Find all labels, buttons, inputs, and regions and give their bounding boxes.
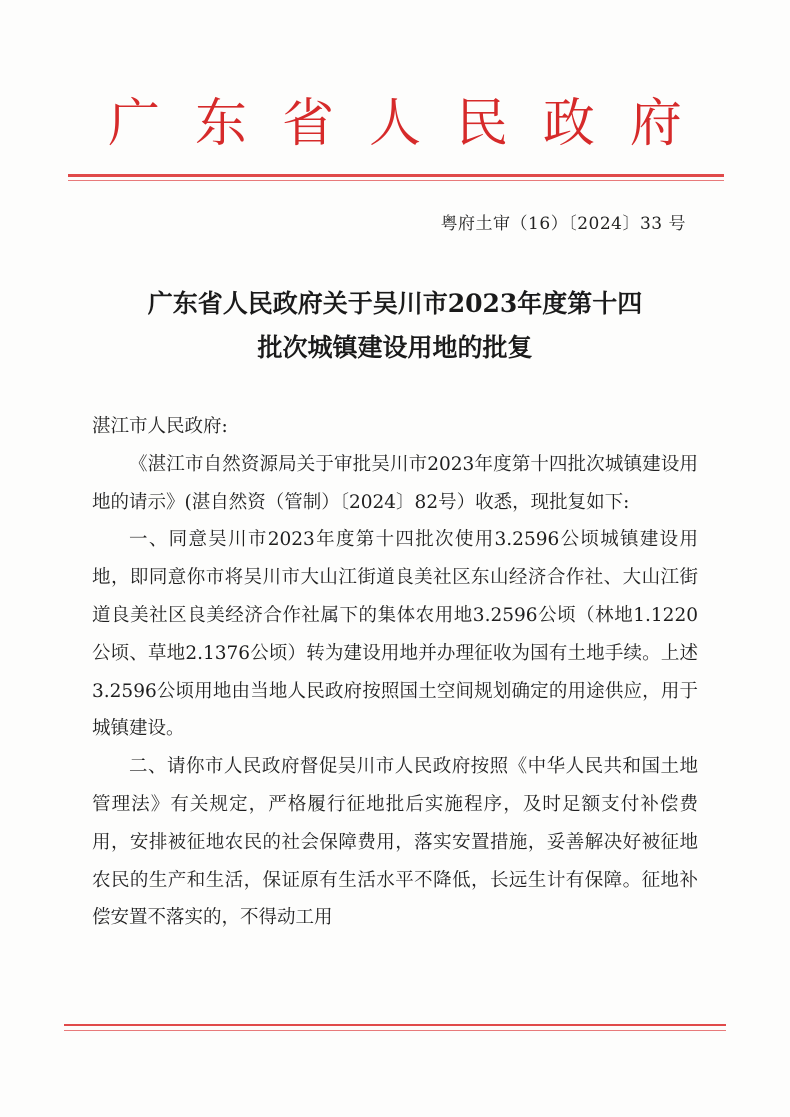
org-header-char: 民 (455, 94, 508, 154)
org-header-char: 广 (108, 94, 161, 154)
footer-divider-thick (64, 1024, 726, 1026)
body-paragraph: 一、同意吴川市2023年度第十四批次使用3.2596公顷城镇建设用地，即同意你市将吴川市大山江街道良美社区东山经济合作社、大山江街道良美社区良美经济合作社属下的集体农用地3.2596公顷（林地1.1220公顷、草地2.1376公顷）转为建设用地并办理征收为国有土地手续。上述3.2596公顷用地由当地人民政府按照国土空间规划确定的用途供应，用于城镇建设。 (92, 529, 698, 740)
issuing-organization-header (70, 88, 720, 160)
header-divider-thin (68, 180, 724, 181)
title-line-2: 批次城镇建设用地的批复 (257, 333, 533, 362)
title-line-1: 广东省人民政府关于吴川市2023年度第十四 (147, 289, 643, 318)
body-paragraph: 二、请你市人民政府督促吴川市人民政府按照《中华人民共和国土地管理法》有关规定，严格履行征地批后实施程序，及时足额支付补偿费用，安排被征地农民的社会保障费用，落实安置措施，妥善解决好被征地农民的生产和生活，保证原有生活水平不降低，长远生计有保障。征地补偿安置不落实的，不得动工用 (92, 756, 698, 929)
body-paragraph: 《湛江市自然资源局关于审批吴川市2023年度第十四批次城镇建设用地的请示》(湛自然资（管制）〔2024〕82号）收悉，现批复如下: (92, 453, 698, 513)
header-divider-thick (68, 174, 724, 177)
document-title (70, 282, 720, 370)
footer-divider-thin (64, 1030, 726, 1031)
document-body (92, 408, 698, 937)
org-header-char: 东 (194, 94, 247, 154)
org-header-char: 府 (629, 94, 682, 154)
org-header-char: 人 (368, 94, 421, 154)
document-number: 粤府土审（16）〔2024〕33 号 (440, 214, 686, 234)
salutation: 湛江市人民政府: (92, 416, 228, 437)
org-header-char: 政 (542, 94, 595, 154)
org-header-char: 省 (281, 94, 334, 154)
